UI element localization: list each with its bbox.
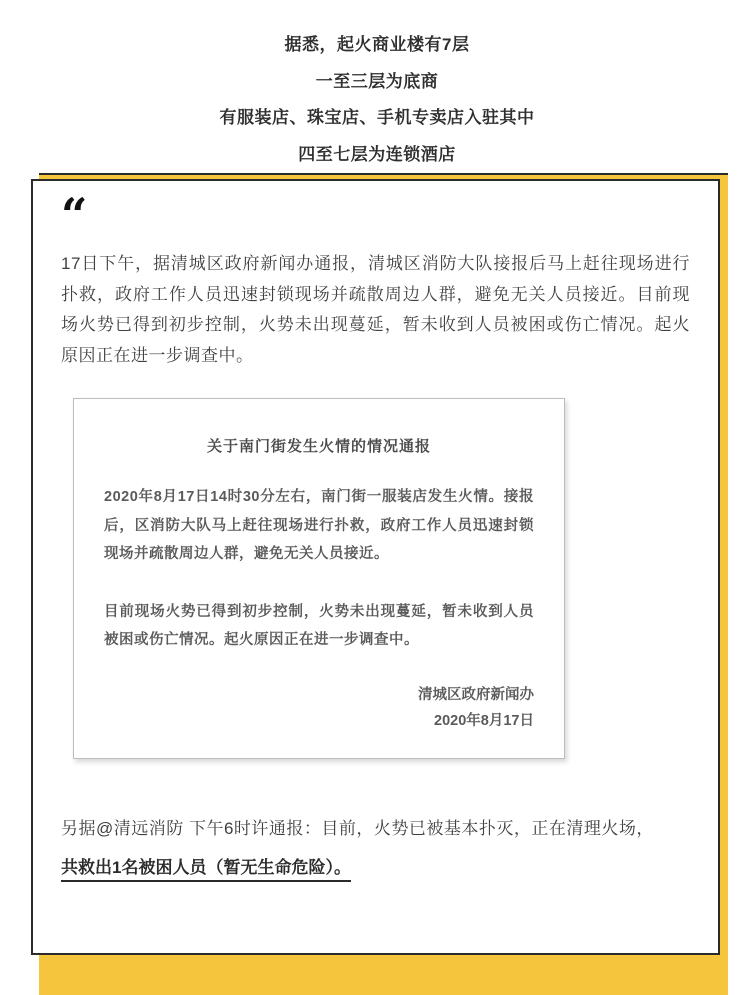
notice-paragraph-2: 目前现场火势已得到初步控制，火势未出现蔓延，暂未收到人员被困或伤亡情况。起火原因正在进一步调查中。 <box>104 603 534 648</box>
notice-title: 关于南门街发生火情的情况通报 <box>206 438 431 455</box>
notice-signature: 清城区政府新闻办 <box>418 686 534 703</box>
rescue-highlight-text: 共救出1名被困人员（暂无生命危险）。 <box>61 858 351 882</box>
notice-date: 2020年8月17日 <box>434 712 534 729</box>
intro-line-1: 据悉，起火商业楼有7层 <box>284 35 470 54</box>
update-paragraph: 另据@清远消防 下午6时许通报：目前，火势已被基本扑灭，正在清理火场， <box>61 818 654 838</box>
official-notice-card <box>73 398 565 759</box>
intro-headline-block <box>0 0 754 173</box>
notice-paragraph-1: 2020年8月17日14时30分左右，南门街一服装店发生火情。接报后，区消防大队马上赶往现场进行扑救，政府工作人员迅速封锁现场并疏散周边人群，避免无关人员接近。 <box>104 489 534 562</box>
quotation-mark-icon: “ <box>61 188 88 242</box>
intro-line-3: 有服装店、珠宝店、手机专卖店入驻其中 <box>219 108 535 127</box>
quote-section <box>31 179 720 955</box>
quote-box <box>31 179 720 955</box>
update-highlight-line <box>61 853 690 883</box>
intro-line-4: 四至七层为连锁酒店 <box>298 144 456 164</box>
report-paragraph: 17日下午，据清城区政府新闻办通报，清城区消防大队接报后马上赶往现场进行扑救，政府工作人员迅速封锁现场并疏散周边人群，避免无关人员接近。目前现场火势已得到初步控制，火势未出现蔓延，暂未收到人员被困或伤亡情况。起火原因正在进一步调查中。 <box>61 254 690 365</box>
intro-line-2: 一至三层为底商 <box>315 71 439 91</box>
